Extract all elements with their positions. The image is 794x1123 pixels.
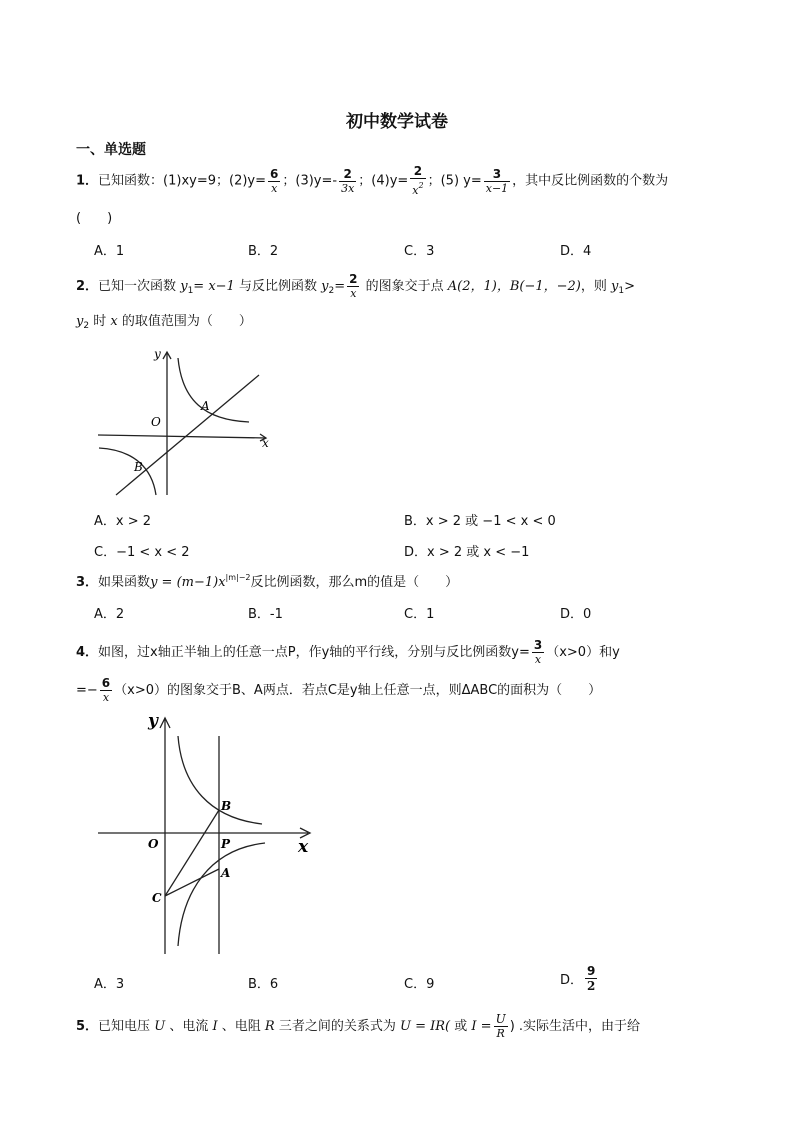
exponent: |m|−2	[225, 573, 251, 582]
q5-equation: U = IR(	[400, 1019, 451, 1034]
q3-text-1: 如果函数	[98, 575, 151, 590]
question-number: 5．	[76, 1019, 99, 1034]
q2-text-3: 的图象交于点	[365, 279, 444, 294]
q3-option-b[interactable]: B．-1	[248, 607, 283, 622]
denominator: 3x	[341, 181, 355, 195]
q4-option-b[interactable]: B．6	[248, 977, 279, 992]
fraction-2-over-x	[347, 272, 359, 301]
denominator: x	[532, 652, 544, 667]
fraction-9-over-2	[585, 964, 597, 993]
q2-text-1: 已知一次函数	[98, 279, 177, 294]
var-x: x	[110, 314, 118, 329]
q2-text-4: ，则	[580, 279, 607, 294]
question-4	[76, 638, 620, 667]
question-number: 3．	[76, 575, 99, 590]
fraction-2-over-x-squared	[410, 164, 425, 198]
q4-option-a[interactable]: A．3	[94, 977, 125, 992]
graph-label-origin: O	[151, 415, 161, 429]
var-i: I	[212, 1019, 218, 1034]
question-number: 4．	[76, 645, 99, 660]
q4-option-d-label: D．	[560, 973, 584, 988]
q4-text-3: =−	[76, 683, 98, 698]
fraction-3-over-x-minus-1	[484, 167, 510, 196]
q1-answer-bracket: ( )	[76, 211, 113, 226]
expr: =	[334, 279, 346, 294]
exponent: 2	[418, 181, 424, 190]
graph-label-y: y	[148, 711, 158, 731]
question-3	[76, 571, 458, 590]
q4-option-c[interactable]: C．9	[404, 977, 435, 992]
graph-label-p: P	[221, 837, 231, 851]
numerator: 2	[349, 272, 358, 286]
page-title: 初中数学试卷	[346, 112, 448, 132]
graph-label-y: y	[154, 347, 161, 361]
fraction-2-over-3x	[339, 167, 356, 196]
question-1	[76, 164, 668, 198]
subscript: 2	[83, 321, 90, 331]
section-heading: 一、单选题	[76, 142, 146, 158]
hyperbola-3-over-x	[178, 736, 262, 824]
q1-text-5: ，其中反比例函数的个数为	[512, 173, 669, 189]
subscript: 2	[328, 286, 335, 296]
fraction-6-over-x	[100, 676, 112, 705]
question-4-line-2	[76, 676, 601, 705]
q2-text-5: 时	[93, 314, 107, 329]
q5-text-1: 已知电压	[98, 1019, 151, 1034]
q4-option-d[interactable]	[560, 964, 599, 993]
q2-option-c[interactable]: C．−1 < x < 2	[94, 545, 190, 560]
numerator: 6	[270, 166, 279, 181]
q2-text-6: 的取值范围为（ ）	[121, 314, 252, 329]
q1-option-b[interactable]: B．2	[248, 244, 279, 259]
var-y: y	[180, 279, 188, 294]
denominator: 2	[587, 979, 596, 993]
question-number: 1．	[76, 173, 99, 189]
q2-text-2: 与反比例函数	[238, 279, 317, 294]
q2-option-d[interactable]: D．x > 2 或 x < −1	[404, 545, 530, 560]
denominator: x	[347, 286, 359, 301]
fraction-u-over-r	[494, 1012, 508, 1041]
question-number: 2．	[76, 279, 99, 294]
q2-option-a[interactable]: A．x > 2	[94, 514, 152, 529]
numerator: 3	[533, 638, 543, 652]
q1-text-2: ；(3)y=-	[282, 173, 338, 189]
var-y: y	[76, 314, 84, 329]
graph-label-b: B	[221, 799, 232, 813]
denominator: $x^2$	[410, 178, 425, 198]
q2-graph	[94, 340, 279, 500]
denominator: x	[100, 690, 112, 705]
question-2-line-2	[76, 310, 252, 331]
q5-text-5: 或	[454, 1019, 468, 1034]
denominator: x−1	[485, 181, 509, 195]
q1-option-d[interactable]: D．4	[560, 244, 592, 259]
q1-text-1: 已知函数：(1)xy=9；(2)y=	[98, 173, 267, 189]
q3-option-a[interactable]: A．2	[94, 607, 125, 622]
q3-expression: y = (m−1)x	[150, 575, 226, 590]
var-r: R	[264, 1019, 275, 1034]
q5-text-3: 、电阻	[221, 1019, 261, 1034]
var-y: y	[321, 279, 329, 294]
q1-option-c[interactable]: C．3	[404, 244, 435, 259]
denominator: x	[268, 181, 280, 196]
question-5	[76, 1012, 640, 1041]
q3-option-d[interactable]: D．0	[560, 607, 592, 622]
numerator: 3	[492, 166, 502, 181]
q3-text-2: 反比例函数，那么m的值是（ ）	[250, 575, 459, 590]
q1-text-3: ；(4)y=	[358, 173, 409, 189]
graph-label-x: x	[262, 436, 269, 450]
var-u: U	[154, 1019, 166, 1034]
graph-label-c: C	[152, 891, 162, 905]
gt-sign: >	[624, 279, 636, 294]
graph-label-x: x	[298, 837, 309, 857]
points: A(2，1)，B(−1，−2)	[447, 279, 581, 294]
var-y: y	[611, 279, 619, 294]
x-axis	[98, 435, 266, 438]
q1-option-a[interactable]: A．1	[94, 244, 125, 259]
q5-equation-2: I =	[471, 1019, 492, 1034]
numerator: 2	[343, 166, 352, 181]
fraction-6-over-x	[268, 167, 280, 196]
expr: = x−1	[193, 279, 235, 294]
numerator: U	[495, 1012, 506, 1026]
graph-label-origin: O	[148, 837, 159, 851]
q4-graph	[90, 706, 320, 961]
q4-text-1: 如图，过x轴正半轴上的任意一点P，作y轴的平行线，分别与反比例函数y=	[98, 645, 530, 660]
subscript: 1	[187, 286, 194, 296]
graph-label-a: A	[221, 866, 231, 880]
graph-label-b: B	[134, 460, 143, 474]
q1-text-4: ；(5) y=	[427, 173, 482, 189]
q5-text-6: ) .实际生活中，由于给	[509, 1019, 641, 1034]
numerator: 6	[101, 676, 111, 690]
denominator: R	[494, 1026, 508, 1041]
q3-option-c[interactable]: C．1	[404, 607, 435, 622]
numerator: 9	[587, 964, 596, 978]
q5-text-4: 三者之间的关系式为	[278, 1019, 396, 1034]
graph-label-a: A	[201, 399, 210, 413]
line-y1	[116, 375, 259, 495]
fraction-3-over-x	[532, 638, 544, 667]
hyperbola-branch-2	[99, 448, 156, 495]
q4-text-2: （x>0）和y	[546, 645, 620, 660]
subscript: 1	[618, 286, 625, 296]
numerator: 2	[413, 164, 423, 178]
q2-option-b[interactable]: B．x > 2 或 −1 < x < 0	[404, 514, 556, 529]
q5-text-2: 、电流	[169, 1019, 209, 1034]
q4-text-4: （x>0）的图象交于B、A两点．若点C是y轴上任意一点，则ΔABC的面积为（ ）	[114, 683, 602, 698]
hyperbola-neg-6-over-x	[178, 843, 265, 946]
question-2	[76, 272, 635, 301]
